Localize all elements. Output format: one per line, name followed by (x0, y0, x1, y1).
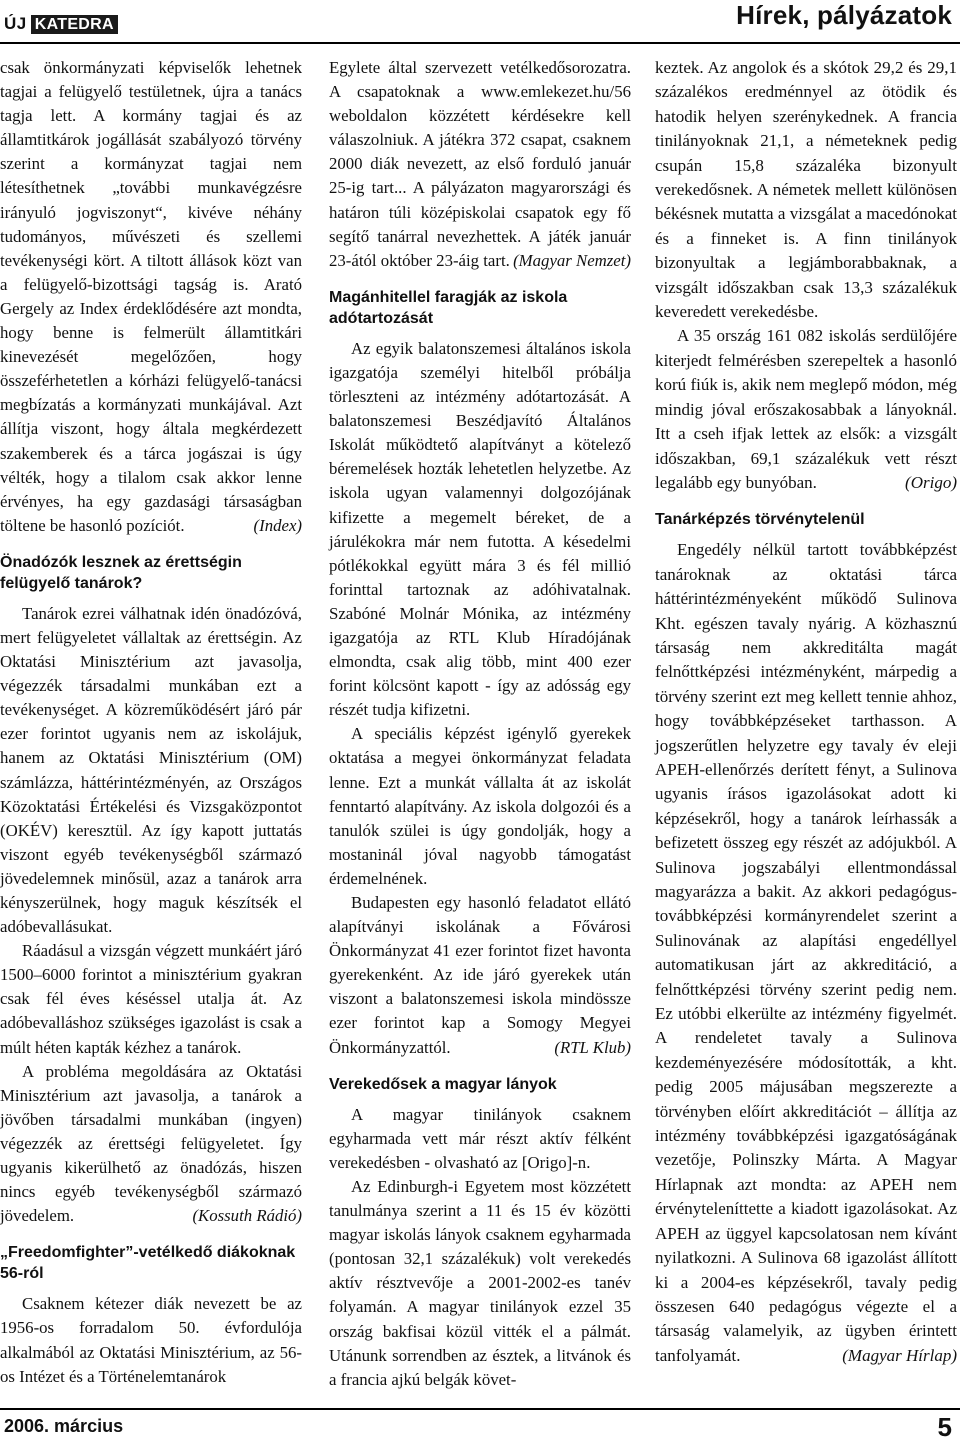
article-paragraph: Tanárok ezrei válhatnak idén önadózóvá, mert felügyeletet vállaltak az érettségin. Az Oktatási Minisztérium azt javasolja, végezzék társadalmi munkában ezt a tevékenységet. A közreműködésért járó pár ezer forintot ugyanis nem az iskolájuk, hanem az Oktatási Minisztérium (OM) számlázza, háttérintézményén, az Országos Közoktatási Értékelési és Vizsgaközpontot (OKÉV) keresztül. Az így kapott juttatás viszont egyéb tevékenységből származó jövedelemnek minősül, azaz a tanárok arra kényszerülnek, hogy maguk készítsék el adóbevallásukat. (0, 603, 302, 937)
column-2 (329, 56, 631, 1392)
article-headline: Önadózók lesznek az érettségin felügyelő tanárok? (0, 553, 242, 592)
column-3 (655, 56, 957, 1368)
source-credit: (Magyar Hírlap) (842, 1345, 957, 1365)
article-paragraph: A magyar tinilányok csaknem egyharmada vett már részt aktív félként verekedésben - olvasható az [Origo]-n. (329, 1104, 631, 1172)
article-paragraph: Budapesten egy hasonló feladatot ellátó alapítványi iskolának a Fővárosi Önkormányzat 41 ezer forintot fizet havonta gyerekenként. Az ide járó gyerekek után viszont a balatonszemesi iskola mindössze ezer forintot kap a Somogy Megyei Önkormányzattól. (RTL Klub) (329, 891, 631, 1060)
source-credit: (Index) (253, 515, 302, 535)
article-paragraph: Ráadásul a vizsgán végzett munkáért járó 1500–6000 forintot a minisztérium gyakran csak fél éves késéssel utalja át. Az adóbevalláshoz szükséges igazolást is csak a múlt héten kapták kézhez a tanárok. (0, 941, 302, 1057)
article-paragraph: Az Edinburgh-i Egyetem most közzétett tanulmánya szerint a 11 és 15 év közötti magyar iskolás lányok csaknem egyharmada (pontosan 32,1 százalékuk) volt verekedés aktív résztvevője a 2001-2002-es tanév folyamán. A magyar tinilányok ezzel 35 ország bakfisai közül vitték el a pálmát. Utánunk sorrendben az észtek, a litvánok és a francia ajkú belgák követ- (329, 1176, 631, 1389)
source-credit: (RTL Klub) (554, 1037, 631, 1057)
article-paragraph: keztek. Az angolok és a skótok 29,2 és 29,1 százalékos eredménnyel az ötödik és hatodik helyen szerénykednek. A francia tinilányoknak 21,1, a németeknek pedig csupán 15,8 százaléka bizonyult verekedősnek. A németek mellett különösen békésnek mutatta a vizsgálat a macedónokat és a finneket is. A finn tinilányok bizonyultak a legjámborabbaknak, a vizsgált időszakban csak 13,3 százalékuk keveredett verekedésbe. (655, 58, 957, 322)
article-paragraph: A probléma megoldására az Oktatási Minisztérium azt javasolja, a tanárok a jövőben társadalmi munkában (ingyen) végezzék az érettségi felügyeletet. Így ugyanis kikerülhető az önadózás, hiszen nincs egyéb tevékenységből származó jövedelem. (Kossuth Rádió) (0, 1060, 302, 1229)
logo-uj-text: ÚJ (4, 14, 27, 33)
article-headline: Magánhitellel faragják az iskola adótartozását (329, 288, 568, 327)
article-paragraph: A 35 ország 161 082 iskolás serdülőjére kiterjedt felmérésben szerepeltek a hasonló korú fiúk is, akik nem meglepő módon, még mindig jóval erőszakosabbak a lányoknál. Itt a cseh ifjak lettek az elsők: a vizsgált időszakban, 69,1 százalékuk vett részt legalább egy bunyóban. (Origo) (655, 324, 957, 495)
article-headline: Tanárképzés törvénytelenül (655, 511, 865, 529)
article-headline: „Freedomfighter”-vetélkedő diákoknak 56-ról (0, 1244, 296, 1283)
article-paragraph: Engedély nélkül tartott továbbképzést tanároknak az oktatási tárca háttérintézményeként működő Sulinova Kht. egészen tavaly nyárig. A közhasznú társaság nem akkreditálta magát felnőttképzési intézményként, márpedig a törvény szerint ezt meg kellett tennie ahhoz, hogy továbbképzéseket tarthasson. A jogszerűtlen helyzetre egy tavaly év eleji APEH-ellenőrzés derített fényt, a Sulinova ugyanis írásos igazolásokat adott ki képzésekről, hogy a tanárok leírhassák a befizetett összeg egy részét az adójukból. A Sulinova jogszabályi ellentmondással magyarázza a bakit. Az akkori pedagógus-továbbképzési kormányrendelet szerint a Sulinovának az alapítási engedéllyel automatikusan járt az akkreditáció, a felnőttképzési törvény szerint pedig nem. Ez utóbbi elkerülte az intézmény figyelmét. A rendeletet tavaly a Sulinova kezdeményezésére módosították, a kht. pedig 2005 májusában megszerezte a törvényben előírt akkreditációt – állítja az intézmény továbbképzési igazgatóságának vezetője, Polinszky Márta. A Magyar Hírlapnak azt mondta: az APEH nem érvényteleníttette a kiadott igazolásokat. Az APEH az üggyel kapcsolatosan nem kívánt nyilatkozni. A Sulinova 68 igazolást állított ki a 2004-es képzésekről, tavaly pedig összesen 640 pedagógus végezte el a társaság valamelyik, az ügyben érintett tanfolyamát. (Magyar Hírlap) (655, 538, 957, 1368)
article-paragraph: Az egyik balatonszemesi általános iskola igazgatója személyi hitelből próbálja törleszteni az intézmény adótartozását. A balatonszemesi Beszédjavító Általános Iskolát működtető alapítványt a kötelező béremelések hozták lehetetlen helyzetbe. Az iskola ugyan valamennyi dolgozójának kifizette a megemelt béreket, de a járulékokra már nem futotta. A késedelmi pótlékokkal együtt mára 3 és fél millió forinttal tartoznak az adóhivatalnak. Szabóné Molnár Mónika, az intézmény igazgatója az RTL Klub Híradójának elmondta, csak alig több, mint 400 ezer forint kölcsönt kapott - így az adósság egy részét tudja kifizetni. (329, 338, 631, 720)
article-paragraph: csak önkormányzati képviselők lehetnek tagjai a felügyelő testületnek, újra a tanács tagja lett. A kormány tagjai és az államtitkárok jogállását szabályozó törvény szerint a kormányzat tagjai nem létesíthetnek „további munkavégzésre irányuló jogviszonyt“, kivéve néhány tudományos, művészeti és szellemi tevékenységi kört. A tiltott állások közt van a felügyelő-bizottsági tagság is. Arató Gergely az Index érdeklődésére azt mondta, hogy benne is felmerült államtitkári kinevezését megelőzően, hogy összeférhetetlen a kórházi felügyelő-tanácsi megbízatás a kormányzati munkájával. Azt állítja viszont, hogy általa megkérdezett szakemberek és a tárca jogászai is úgy vélték, hogy a tilalom csak akkor lenne érvényes, ha egy gazdasági társaságban töltene be hasonló pozíciót. (Index) (0, 56, 302, 538)
magazine-logo (4, 14, 118, 34)
issue-date: 2006. március (4, 1416, 124, 1436)
header-rule (0, 42, 960, 44)
column-1 (0, 56, 302, 1389)
source-credit: (Origo) (905, 472, 957, 492)
page-number: 5 (937, 1412, 952, 1442)
footer-rule (0, 1408, 960, 1410)
article-paragraph: Egylete által szervezett vetélkedősorozatra. A csapatoknak a www.emlekezet.hu/56 weboldalon közzétett kérdésekre kell válaszolniuk. A játékra 372 csapat, csaknem 2000 diák nevezett, az első forduló január 25-ig tart... A pályázaton magyarországi és határon túli középiskolai csapatok egy fő segítő tanárral nevezhettek. A játék január 23-ától október 23-áig tart. (Magyar Nemzet) (329, 56, 631, 273)
source-credit: (Magyar Nemzet) (513, 250, 631, 270)
section-title: Hírek, pályázatok (736, 0, 952, 30)
article-paragraph: Csaknem kétezer diák nevezett be az 1956-os forradalom 50. évfordulója alkalmából az Oktatási Minisztérium, az 56-os Intézet és a Történelemtanárok (0, 1294, 302, 1386)
page-header (0, 0, 960, 46)
logo-katedra-text: KATEDRA (31, 15, 118, 34)
source-credit: (Kossuth Rádió) (192, 1206, 302, 1226)
article-headline: Verekedősek a magyar lányok (329, 1075, 557, 1093)
article-paragraph: A speciális képzést igénylő gyerekek oktatása a megyei önkormányzat feladata lenne. Ezt a munkát vállalta át az iskolát fenntartó alapítvány. Az iskola dolgozói és a tanulók szülei is úgy gondolják, hogy a mostaninál jóval nagyobb támogatást érdemelnének. (329, 724, 631, 888)
